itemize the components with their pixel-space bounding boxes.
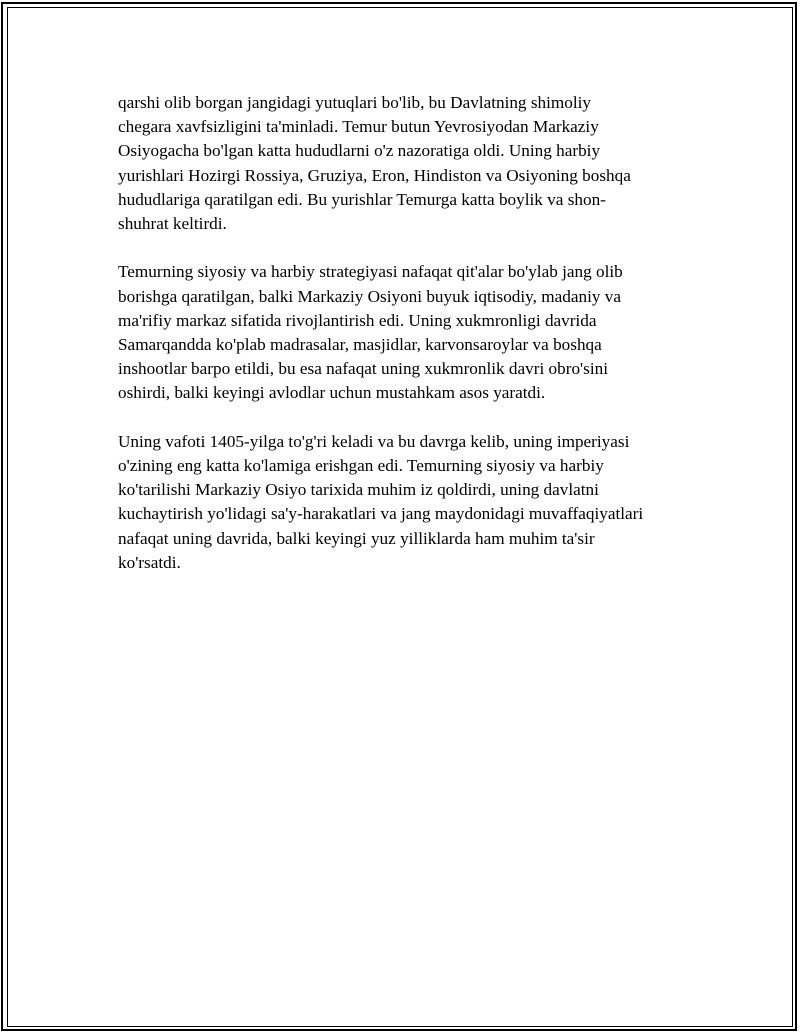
paragraph-3: [118, 430, 698, 575]
text-line: hududlariga qaratilgan edi. Bu yurishlar Temurga katta boylik va shon-: [118, 189, 606, 209]
text-line: chegara xavfsizligini ta'minladi. Temur butun Yevrosiyodan Markaziy: [118, 117, 599, 137]
text-line: inshootlar barpo etildi, bu esa nafaqat uning xukmronlik davri obro'sini: [118, 359, 608, 379]
text-line: o'zining eng katta ko'lamiga erishgan edi. Temurning siyosiy va harbiy: [118, 456, 604, 476]
text-line: Osiyogacha bo'lgan katta hududlarni o'z nazoratiga oldi. Uning harbiy: [118, 141, 601, 161]
text-line: ko'tarilishi Markaziy Osiyo tarixida muhim iz qoldirdi, uning davlatni: [118, 480, 599, 500]
text-line: Temurning siyosiy va harbiy strategiyasi nafaqat qit'alar bo'ylab jang olib: [118, 262, 623, 282]
paragraph-2: [118, 260, 698, 405]
text-line: nafaqat uning davrida, balki keyingi yuz yilliklarda ham muhim ta'sir: [118, 528, 595, 548]
text-line: Samarqandda ko'plab madrasalar, masjidlar, karvonsaroylar va boshqa: [118, 335, 602, 355]
text-line: shuhrat keltirdi.: [118, 214, 227, 234]
paragraph-1: [118, 91, 698, 236]
text-line: ko'rsatdi.: [118, 552, 181, 572]
text-line: oshirdi, balki keyingi avlodlar uchun mustahkam asos yaratdi.: [118, 383, 546, 403]
text-line: borishga qaratilgan, balki Markaziy Osiyoni buyuk iqtisodiy, madaniy va: [118, 286, 621, 306]
text-line: kuchaytirish yo'lidagi sa'y-harakatlari va jang maydonidagi muvaffaqiyatlari: [118, 504, 644, 524]
text-line: ma'rifiy markaz sifatida rivojlantirish edi. Uning xukmronligi davrida: [118, 310, 597, 330]
text-line: qarshi olib borgan jangidagi yutuqlari bo'lib, bu Davlatning shimoliy: [118, 93, 591, 112]
text-line: yurishlari Hozirgi Rossiya, Gruziya, Eron, Hindiston va Osiyoning boshqa: [118, 165, 631, 185]
document-body: [118, 91, 698, 599]
text-line: Uning vafoti 1405-yilga to'g'ri keladi va bu davrga kelib, uning imperiyasi: [118, 431, 630, 451]
